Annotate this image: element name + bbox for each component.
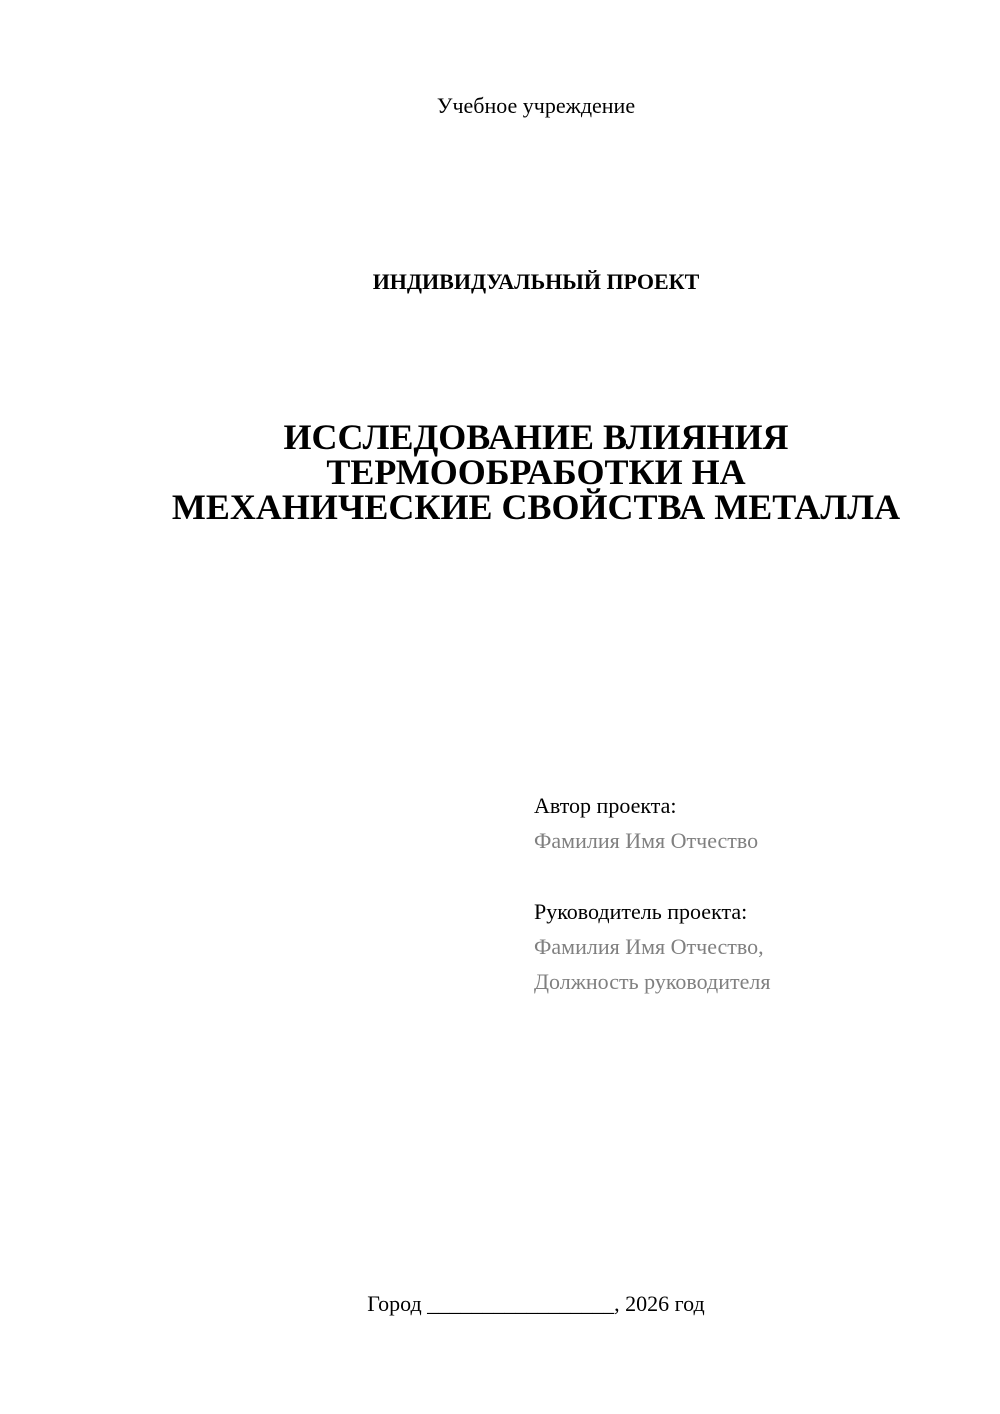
supervisor-block (534, 894, 974, 999)
institution-name: Учебное учреждение (436, 93, 636, 118)
supervisor-position: Должность руководителя (534, 969, 771, 994)
supervisor-label: Руководитель проекта: (534, 899, 748, 924)
project-title-line: ТЕРМООБРАБОТКИ НА (326, 452, 746, 492)
credits-block (534, 788, 974, 999)
project-title-line: МЕХАНИЧЕСКИЕ СВОЙСТВА МЕТАЛЛА (171, 487, 901, 527)
author-name: Фамилия Имя Отчество (534, 828, 759, 853)
project-title (0, 417, 1000, 527)
supervisor-name: Фамилия Имя Отчество, (534, 934, 764, 959)
city-blank: _________________ (427, 1291, 615, 1316)
city-year-line (0, 1290, 1000, 1318)
project-title-line: ИССЛЕДОВАНИЕ ВЛИЯНИЯ (283, 417, 789, 457)
project-type-heading: ИНДИВИДУАЛЬНЫЙ ПРОЕКТ (372, 269, 700, 294)
author-block (534, 788, 974, 858)
author-label: Автор проекта: (534, 793, 677, 818)
city-label: Город (367, 1291, 422, 1316)
year-text: , 2026 год (614, 1291, 705, 1316)
